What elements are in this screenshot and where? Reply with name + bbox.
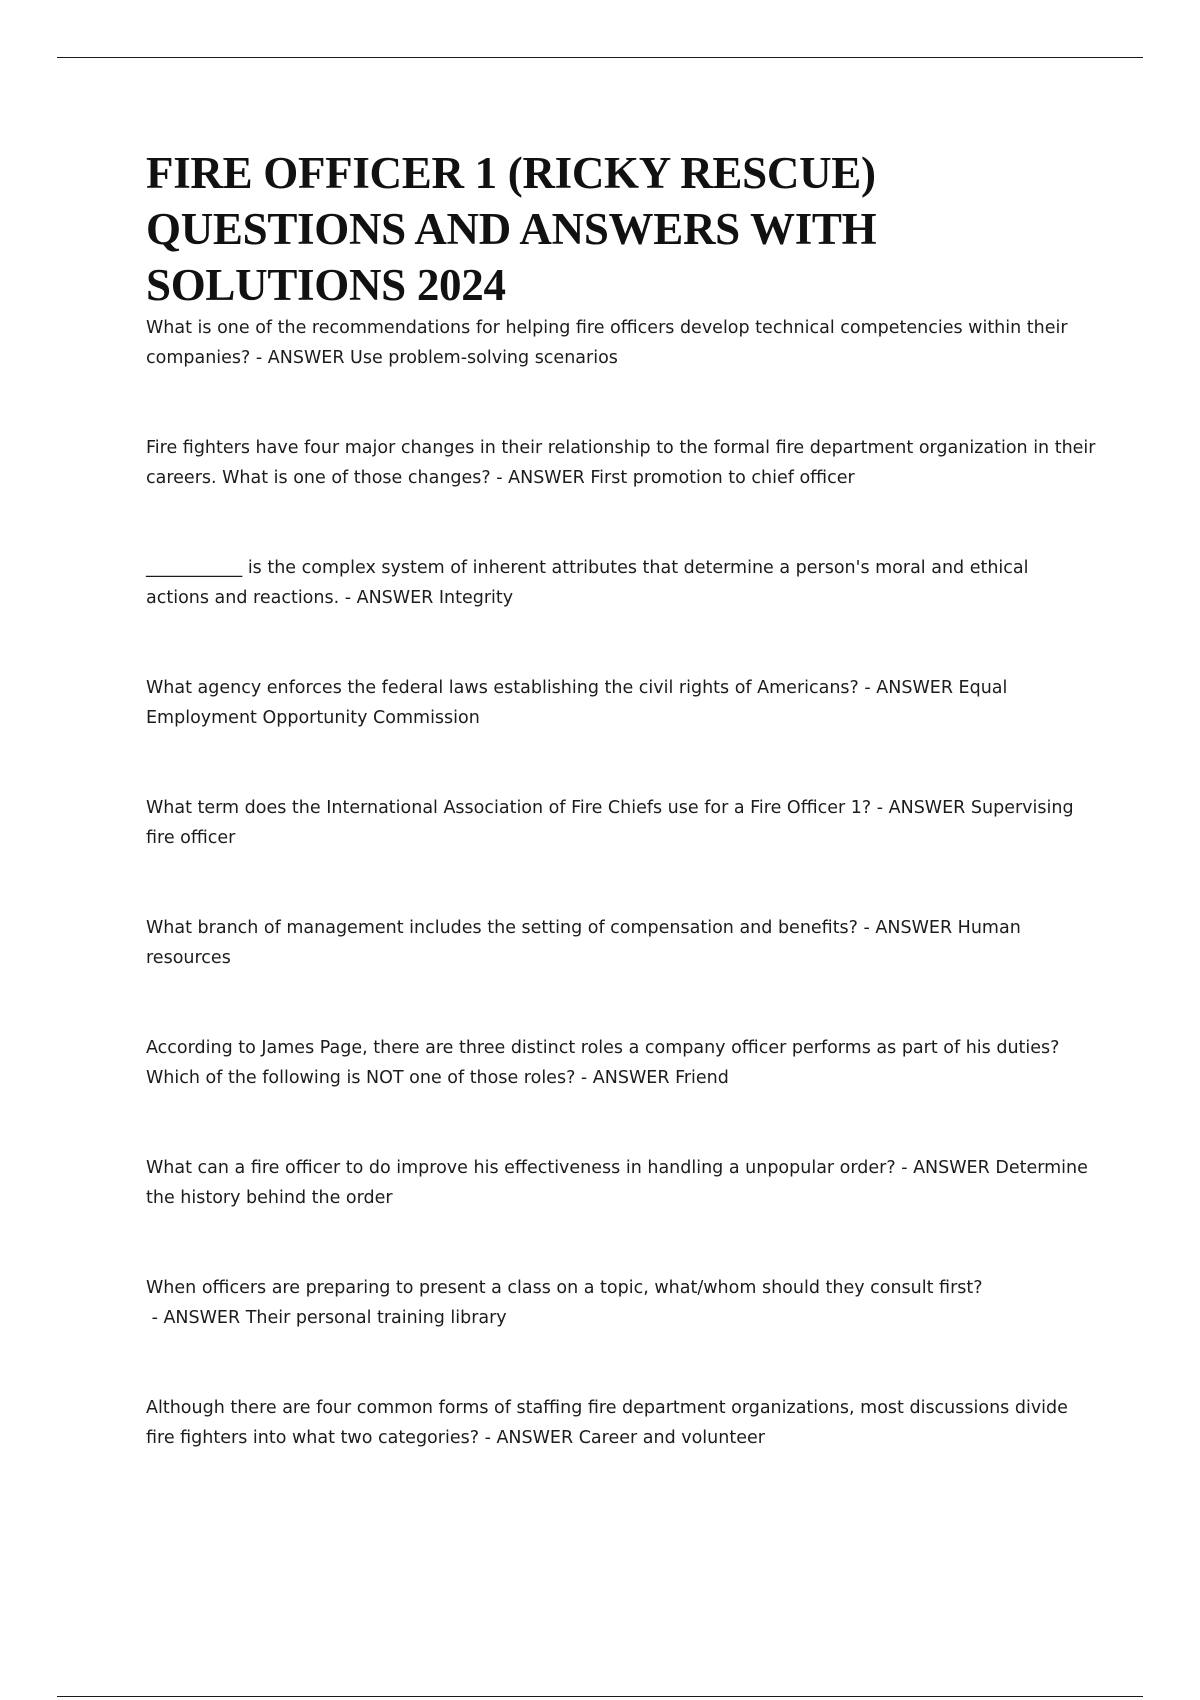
answer-separator: - ANSWER <box>146 1308 246 1328</box>
qa-item <box>146 1393 1096 1453</box>
answer-text: Their personal training library <box>245 1308 507 1328</box>
answer-separator: - ANSWER <box>575 1068 676 1088</box>
answer-text: Determine the history behind the order <box>146 1158 1088 1208</box>
question-text: When officers are preparing to present a class on a topic, what/whom should they consult first? <box>146 1278 983 1298</box>
qa-item <box>146 1033 1096 1093</box>
question-text: What agency enforces the federal laws establishing the civil rights of Americans? <box>146 678 859 698</box>
question-text: Although there are four common forms of staffing fire department organizations, most discussions divide fire fighters into what two categories? <box>146 1398 1068 1448</box>
top-rule <box>57 57 1143 58</box>
qa-item <box>146 553 1096 613</box>
qa-item <box>146 1153 1096 1213</box>
question-text: ___________ is the complex system of inherent attributes that determine a person's moral and ethical actions and reactions. <box>146 558 1029 608</box>
answer-text: Friend <box>675 1068 729 1088</box>
answer-separator: - ANSWER <box>858 678 959 698</box>
question-text: According to James Page, there are three distinct roles a company officer performs as part of his duties? Which of the following is NOT one of those roles? <box>146 1038 1060 1088</box>
qa-item <box>146 313 1096 373</box>
answer-separator: - ANSWER <box>339 588 439 608</box>
answer-text: Career and volunteer <box>578 1428 765 1448</box>
answer-separator: - ANSWER <box>871 798 971 818</box>
answer-separator: - ANSWER <box>490 468 591 488</box>
answer-text: Equal Employment Opportunity Commission <box>146 678 1008 728</box>
qa-list <box>146 313 1096 1453</box>
answer-text: Integrity <box>438 588 514 608</box>
qa-item <box>146 793 1096 853</box>
answer-separator: - ANSWER <box>479 1428 579 1448</box>
question-text: What is one of the recommendations for helping fire officers develop technical competencies within their companies? <box>146 318 1068 368</box>
answer-text: Human resources <box>146 918 1021 968</box>
answer-separator: - ANSWER <box>250 348 351 368</box>
answer-separator: - ANSWER <box>895 1158 996 1178</box>
answer-text: Use problem-solving scenarios <box>350 348 618 368</box>
question-text: What can a fire officer to do improve his effectiveness in handling a unpopular order? <box>146 1158 896 1178</box>
qa-item <box>146 433 1096 493</box>
qa-item <box>146 1273 1096 1333</box>
bottom-rule <box>57 1696 1143 1697</box>
question-text: What term does the International Association of Fire Chiefs use for a Fire Officer 1? <box>146 798 872 818</box>
question-text: Fire fighters have four major changes in their relationship to the formal fire department organization in their careers. What is one of those changes? <box>146 438 1096 488</box>
qa-item <box>146 913 1096 973</box>
answer-text: First promotion to chief officer <box>590 468 855 488</box>
answer-text: Supervising fire officer <box>146 798 1074 848</box>
qa-item <box>146 673 1096 733</box>
document-body <box>146 145 1096 1513</box>
question-text: What branch of management includes the setting of compensation and benefits? <box>146 918 858 938</box>
document-title: FIRE OFFICER 1 (RICKY RESCUE) QUESTIONS AND ANSWERS WITH SOLUTIONS 2024 <box>146 148 877 310</box>
answer-separator: - ANSWER <box>857 918 958 938</box>
